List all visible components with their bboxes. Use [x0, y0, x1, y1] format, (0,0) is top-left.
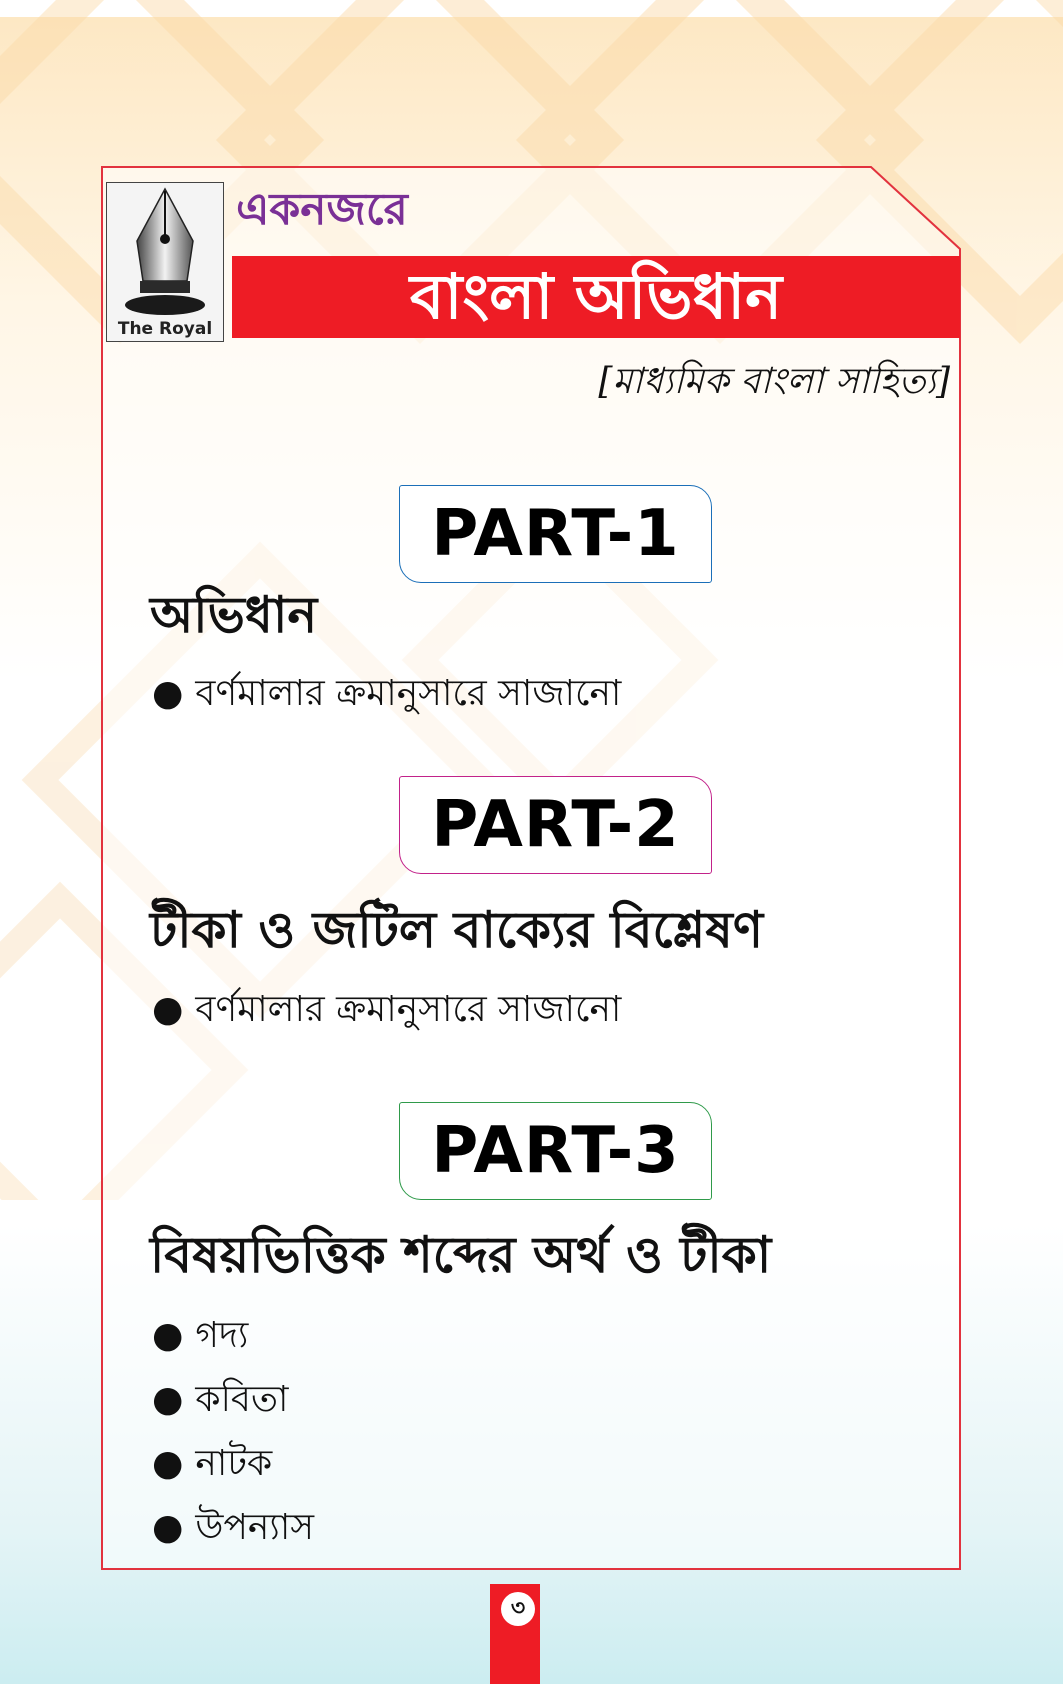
bullet-dot-icon: ● — [152, 1379, 184, 1420]
the-royal-logo — [106, 182, 224, 342]
bullet-text: গদ্য — [195, 1315, 249, 1356]
bullet-text: বর্ণমালার ক্রমানুসারে সাজানো — [195, 673, 622, 714]
part-3-bullet — [152, 1442, 272, 1485]
bullet-text: উপন্যাস — [195, 1507, 315, 1548]
part-1-bullet — [152, 672, 621, 715]
part-3-label: PART-3 — [431, 1114, 680, 1188]
part-3-bullet — [152, 1314, 248, 1357]
part-3-bullet — [152, 1506, 314, 1549]
page-number: ৩ — [501, 1592, 535, 1626]
fountain-pen-nib-icon — [107, 183, 223, 318]
bullet-dot-icon: ● — [152, 989, 184, 1030]
bullet-text: কবিতা — [195, 1379, 289, 1420]
bullet-dot-icon: ● — [152, 1315, 184, 1356]
part-2-heading: টীকা ও জটিল বাক্যের বিশ্লেষণ — [150, 901, 764, 959]
part-2-bullet — [152, 988, 621, 1031]
part-1-heading: অভিধান — [150, 586, 318, 644]
part-3-heading: বিষয়ভিত্তিক শব্দের অর্থ ও টীকা — [150, 1226, 772, 1284]
part-2-label: PART-2 — [431, 788, 680, 862]
part-3-badge — [399, 1102, 712, 1200]
bullet-dot-icon: ● — [152, 1443, 184, 1484]
part-1-label: PART-1 — [431, 497, 680, 571]
page-title: বাংলা অভিধান — [409, 260, 783, 333]
bullet-dot-icon: ● — [152, 1507, 184, 1548]
bullet-text: বর্ণমালার ক্রমানুসারে সাজানো — [195, 989, 622, 1030]
title-banner — [232, 256, 960, 338]
subtitle: [মাধ্যমিক বাংলা সাহিত্য] — [598, 361, 950, 402]
part-2-badge — [399, 776, 712, 874]
bottom-margin-strip — [0, 1684, 1063, 1701]
part-3-bullet — [152, 1378, 288, 1421]
bullet-text: নাটক — [195, 1443, 273, 1484]
bullet-dot-icon: ● — [152, 673, 184, 714]
logo-text: The Royal — [117, 319, 213, 339]
kicker-text: একনজরে — [236, 184, 408, 235]
part-1-badge — [399, 485, 712, 583]
